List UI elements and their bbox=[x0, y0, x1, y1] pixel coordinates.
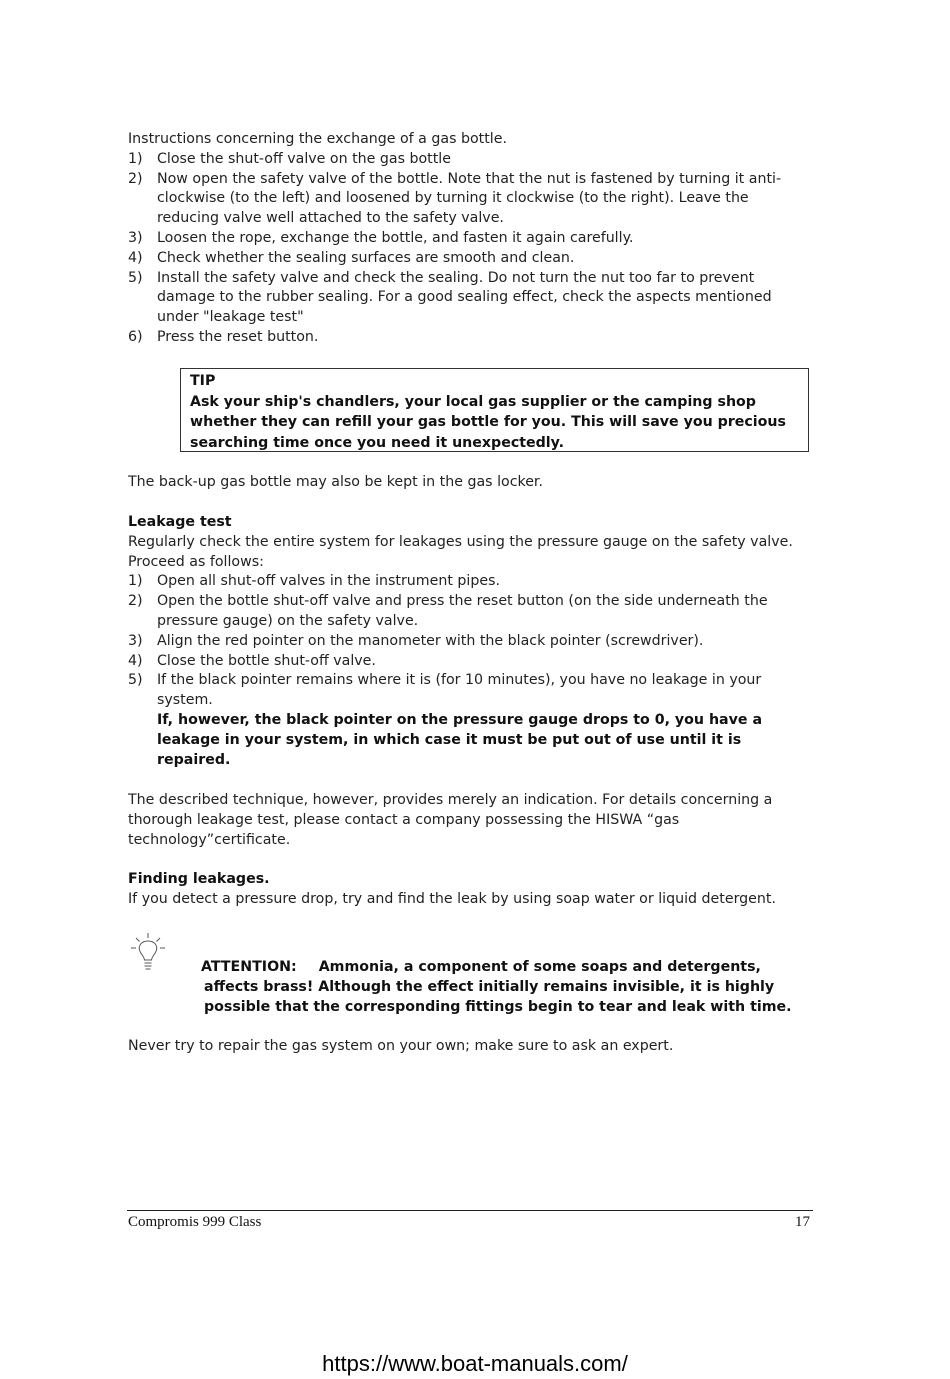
list-item bbox=[128, 671, 808, 770]
attention-notice bbox=[201, 957, 801, 1018]
step-number: 2) bbox=[128, 170, 143, 187]
tip-label: TIP bbox=[190, 373, 216, 389]
list-item bbox=[128, 328, 808, 348]
step-number: 3) bbox=[128, 632, 143, 649]
step-number: 5) bbox=[128, 269, 143, 286]
step-number: 4) bbox=[128, 652, 143, 669]
page-number: 17 bbox=[795, 1214, 810, 1230]
step-text: Install the safety valve and check the sealing. Do not turn the nut too far to prevent damage to the rubber sealing. For a good sealing effect, check the aspects mentioned under "leakage test" bbox=[157, 269, 772, 326]
bottle-exchange-steps bbox=[128, 150, 808, 348]
step-number: 1) bbox=[128, 573, 143, 590]
step-text: Align the red pointer on the manometer with the black pointer (screwdriver). bbox=[157, 632, 704, 649]
watermark-url: https://www.boat-manuals.com/ bbox=[322, 1351, 628, 1376]
attention-rest: affects brass! Although the effect initially remains invisible, it is highly possible that the corresponding fittings begin to tear and leak with time. bbox=[204, 979, 792, 1016]
tip-text: Ask your ship's chandlers, your local gas supplier or the camping shop whether they can refill your gas bottle for you. This will save you precious searching time once you need it unexpectedly. bbox=[190, 393, 786, 451]
list-item bbox=[128, 592, 808, 632]
step-number: 5) bbox=[128, 672, 143, 689]
tip-box bbox=[180, 368, 809, 452]
step-text: If the black pointer remains where it is (for 10 minutes), you have no leakage in your system. bbox=[157, 672, 762, 709]
step-text: Press the reset button. bbox=[157, 328, 319, 345]
bottle-exchange-section bbox=[128, 130, 808, 348]
finding-leakages-section bbox=[128, 870, 808, 910]
step-text: Open the bottle shut-off valve and press the reset button (on the side underneath the pressure gauge) on the safety valve. bbox=[157, 593, 768, 629]
step-text: Close the shut-off valve on the gas bottle bbox=[157, 150, 451, 167]
step-number: 6) bbox=[128, 328, 143, 345]
step-text: Loosen the rope, exchange the bottle, and fasten it again carefully. bbox=[157, 229, 634, 246]
bottle-exchange-heading: Instructions concerning the exchange of a gas bottle. bbox=[128, 131, 507, 147]
list-item bbox=[128, 572, 808, 592]
attention-first-line bbox=[201, 957, 801, 977]
never-repair-paragraph: Never try to repair the gas system on your own; make sure to ask an expert. bbox=[128, 1038, 674, 1054]
step-text: Open all shut-off valves in the instrument pipes. bbox=[157, 573, 500, 590]
finding-leakages-heading: Finding leakages. bbox=[128, 871, 270, 887]
list-item bbox=[128, 229, 808, 249]
step-number: 3) bbox=[128, 229, 143, 246]
leakage-test-heading: Leakage test bbox=[128, 514, 232, 530]
step-text: Now open the safety valve of the bottle. Note that the nut is fastened by turning it anti-clockwise (to the left) and loosened by turning it clockwise (to the right). Leave the reducing valve well attached to the safety valve. bbox=[157, 170, 782, 227]
footer-title: Compromis 999 Class bbox=[128, 1214, 262, 1230]
footer-divider bbox=[127, 1210, 813, 1211]
list-item bbox=[128, 269, 808, 328]
attention-line1: Ammonia, a component of some soaps and detergents, bbox=[318, 959, 761, 975]
leakage-test-section bbox=[128, 513, 808, 770]
step-number: 2) bbox=[128, 593, 143, 610]
list-item bbox=[128, 170, 808, 229]
step-text: Check whether the sealing surfaces are smooth and clean. bbox=[157, 249, 575, 266]
lightbulb-icon bbox=[130, 932, 166, 974]
leakage-warning: If, however, the black pointer on the pressure gauge drops to 0, you have a leakage in your system, in which case it must be put out of use until it is repaired. bbox=[157, 711, 763, 768]
list-item bbox=[128, 249, 808, 269]
leakage-test-steps bbox=[128, 572, 808, 770]
leakage-test-intro: Regularly check the entire system for leakages using the pressure gauge on the safety valve. Proceed as follows: bbox=[128, 533, 793, 570]
finding-leakages-text: If you detect a pressure drop, try and find the leak by using soap water or liquid detergent. bbox=[128, 890, 776, 907]
list-item bbox=[128, 632, 808, 652]
attention-label: ATTENTION: bbox=[201, 959, 297, 975]
step-number: 4) bbox=[128, 249, 143, 266]
list-item bbox=[128, 652, 808, 672]
described-paragraph: The described technique, however, provides merely an indication. For details concerning a thorough leakage test, please contact a company possessing the HISWA “gas technology”certificate. bbox=[128, 792, 773, 848]
step-number: 1) bbox=[128, 150, 143, 167]
list-item bbox=[128, 150, 808, 170]
step-text: Close the bottle shut-off valve. bbox=[157, 652, 376, 669]
backup-paragraph: The back-up gas bottle may also be kept in the gas locker. bbox=[128, 474, 543, 490]
